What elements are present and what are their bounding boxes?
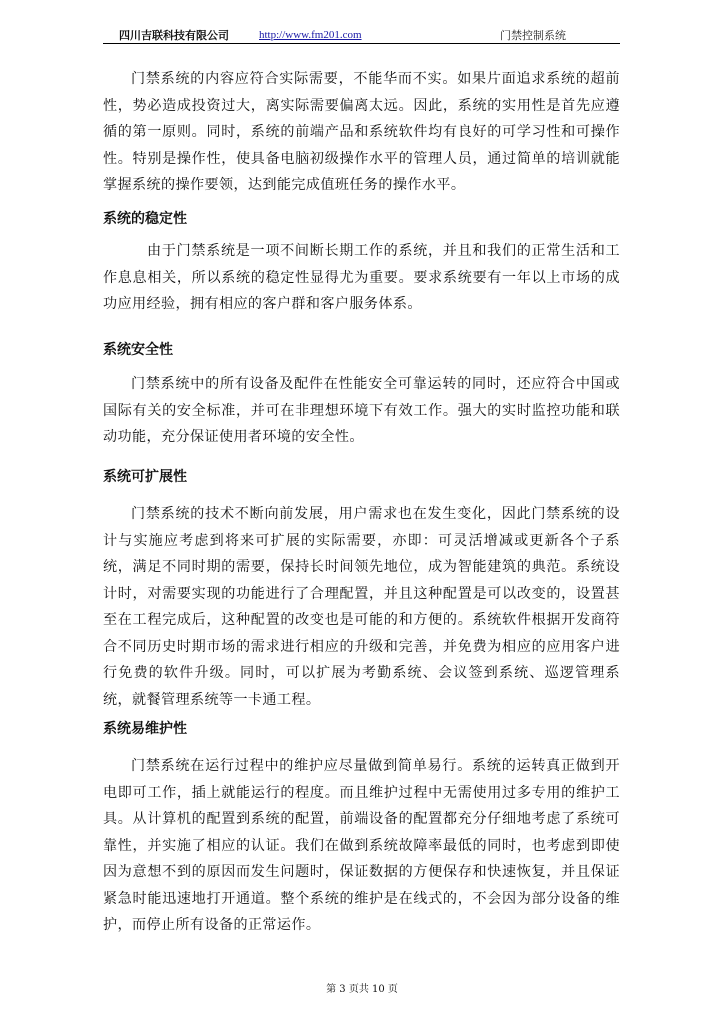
- page-number: 第 3 页共 10 页: [326, 984, 398, 995]
- section-heading-security: 系统安全性: [103, 342, 173, 358]
- company-name: 四川吉联科技有限公司: [119, 29, 229, 42]
- page-header: [103, 28, 620, 44]
- scalability-paragraph: 门禁系统的技术不断向前发展，用户需求也在发生变化，因此门禁系统的设计与实施应考虑到将来可扩展的实际需要，亦即：可灵活增减或更新各个子系统，满足不同时期的需要，保持长时间领先地位，成为智能建筑的典范。系统设计时，对需要实现的功能进行了合理配置，并且这种配置是可以改变的，设置甚至在工程完成后，这种配置的改变也是可能的和方便的。系统软件根据开发商符合不同历史时期市场的需求进行相应的升级和完善，并免费为相应的应用客户进行免费的软件升级。同时，可以扩展为考勤系统、会议签到系统、巡逻管理系统，就餐管理系统等一卡通工程。: [103, 506, 620, 708]
- page-footer: [0, 980, 724, 995]
- section-heading-scalability: 系统可扩展性: [103, 469, 187, 485]
- intro-paragraph: 门禁系统的内容应符合实际需要，不能华而不实。如果片面追求系统的超前性，势必造成投资过大，离实际需要偏离太远。因此，系统的实用性是首先应遵循的第一原则。同时，系统的前端产品和系统软件均有良好的可学习性和可操作性。特别是操作性，使具备电脑初级操作水平的管理人员，通过简单的培训就能掌握系统的操作要领，达到能完成值班任务的操作水平。: [103, 71, 620, 193]
- security-paragraph: 门禁系统中的所有设备及配件在性能安全可靠运转的同时，还应符合中国或国际有关的安全标准，并可在非理想环境下有效工作。强大的实时监控功能和联动功能，充分保证使用者环境的安全性。: [103, 376, 620, 445]
- section-heading-maintainability: 系统易维护性: [103, 721, 187, 737]
- section-heading-stability: 系统的稳定性: [103, 211, 187, 227]
- product-name: 门禁控制系统: [500, 29, 566, 42]
- maintainability-paragraph: 门禁系统在运行过程中的维护应尽量做到简单易行。系统的运转真正做到开电即可工作，插上就能运行的程度。而且维护过程中无需使用过多专用的维护工具。从计算机的配置到系统的配置，前端设备的配置都充分仔细地考虑了系统可靠性，并实施了相应的认证。我们在做到系统故障率最低的同时，也考虑到即使因为意想不到的原因而发生问题时，保证数据的方便保存和快速恢复，并且保证紧急时能迅速地打开通道。整个系统的维护是在线式的，不会因为部分设备的维护，而停止所有设备的正常运作。: [103, 758, 620, 933]
- website-link[interactable]: http://www.fm201.com: [259, 29, 362, 41]
- stability-paragraph: 由于门禁系统是一项不间断长期工作的系统，并且和我们的正常生活和工作息息相关，所以系统的稳定性显得尤为重要。要求系统要有一年以上市场的成功应用经验，拥有相应的客户群和客户服务体系。: [103, 243, 620, 312]
